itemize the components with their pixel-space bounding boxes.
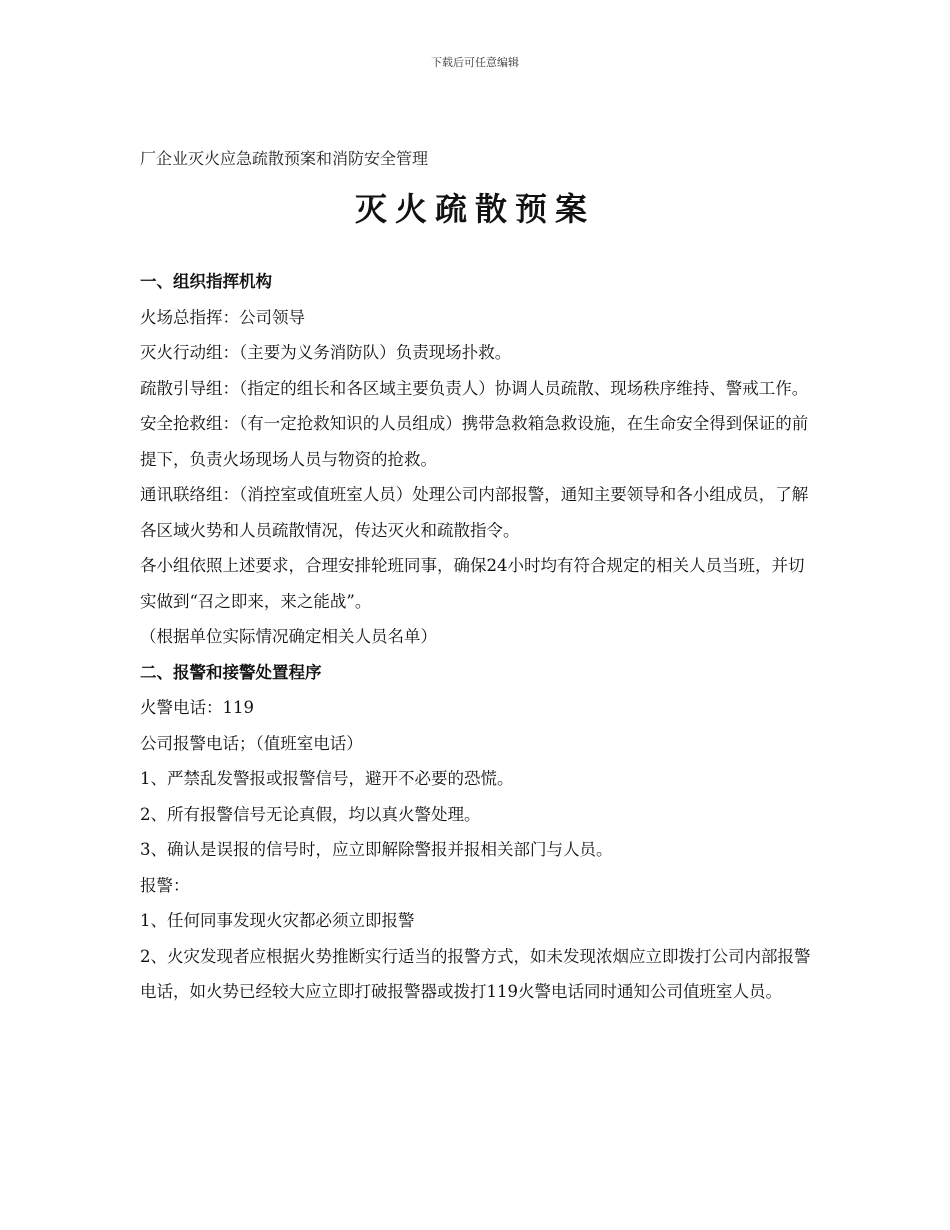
paragraph: 火警电话：119 <box>140 698 254 717</box>
paragraph: 通讯联络组：（消控室或值班室人员）处理公司内部报警，通知主要领导和各小组成员，了解各区域火势和人员疏散情况，传达灭火和疏散指令。 <box>140 485 809 540</box>
paragraph: 2、所有报警信号无论真假，均以真火警处理。 <box>140 804 481 824</box>
page-header-note: 下载后可任意编辑 <box>431 56 519 69</box>
document-body <box>140 264 812 1010</box>
section-heading-organization: 一、组织指挥机构 <box>140 272 272 291</box>
document-subtitle: 厂企业灭火应急疏散预案和消防安全管理 <box>140 149 429 168</box>
paragraph: 灭火行动组：（主要为义务消防队）负责现场扑救。 <box>140 343 512 362</box>
paragraph: 安全抢救组：（有一定抢救知识的人员组成）携带急救箱急救设施，在生命安全得到保证的前提下，负责火场现场人员与物资的抢救。 <box>140 414 809 469</box>
document-title: 灭火疏散预案 <box>354 190 595 228</box>
paragraph: 各小组依照上述要求，合理安排轮班同事，确保24小时均有符合规定的相关人员当班，并切实做到“召之即来，来之能战”。 <box>140 556 805 611</box>
paragraph: 疏散引导组：（指定的组长和各区域主要负责人）协调人员疏散、现场秩序维持、警戒工作。 <box>140 378 809 398</box>
section-heading-alarm-procedure: 二、报警和接警处置程序 <box>140 662 322 682</box>
paragraph: 1、严禁乱发警报或报警信号，避开不必要的恐慌。 <box>140 769 514 788</box>
paragraph: 报警： <box>140 875 190 895</box>
paragraph: 公司报警电话；（值班室电话） <box>140 733 363 753</box>
paragraph: 2、火灾发现者应根据火势推断实行适当的报警方式，如未发现浓烟应立即拨打公司内部报警电话，如火势已经较大应立即打破报警器或拨打119火警电话同时通知公司值班室人员。 <box>140 946 811 1001</box>
paragraph: （根据单位实际情况确定相关人员名单） <box>140 627 437 646</box>
paragraph: 3、确认是误报的信号时，应立即解除警报并报相关部门与人员。 <box>140 840 613 859</box>
paragraph: 火场总指挥：公司领导 <box>140 307 305 327</box>
paragraph: 1、任何同事发现火灾都必须立即报警 <box>140 911 415 930</box>
